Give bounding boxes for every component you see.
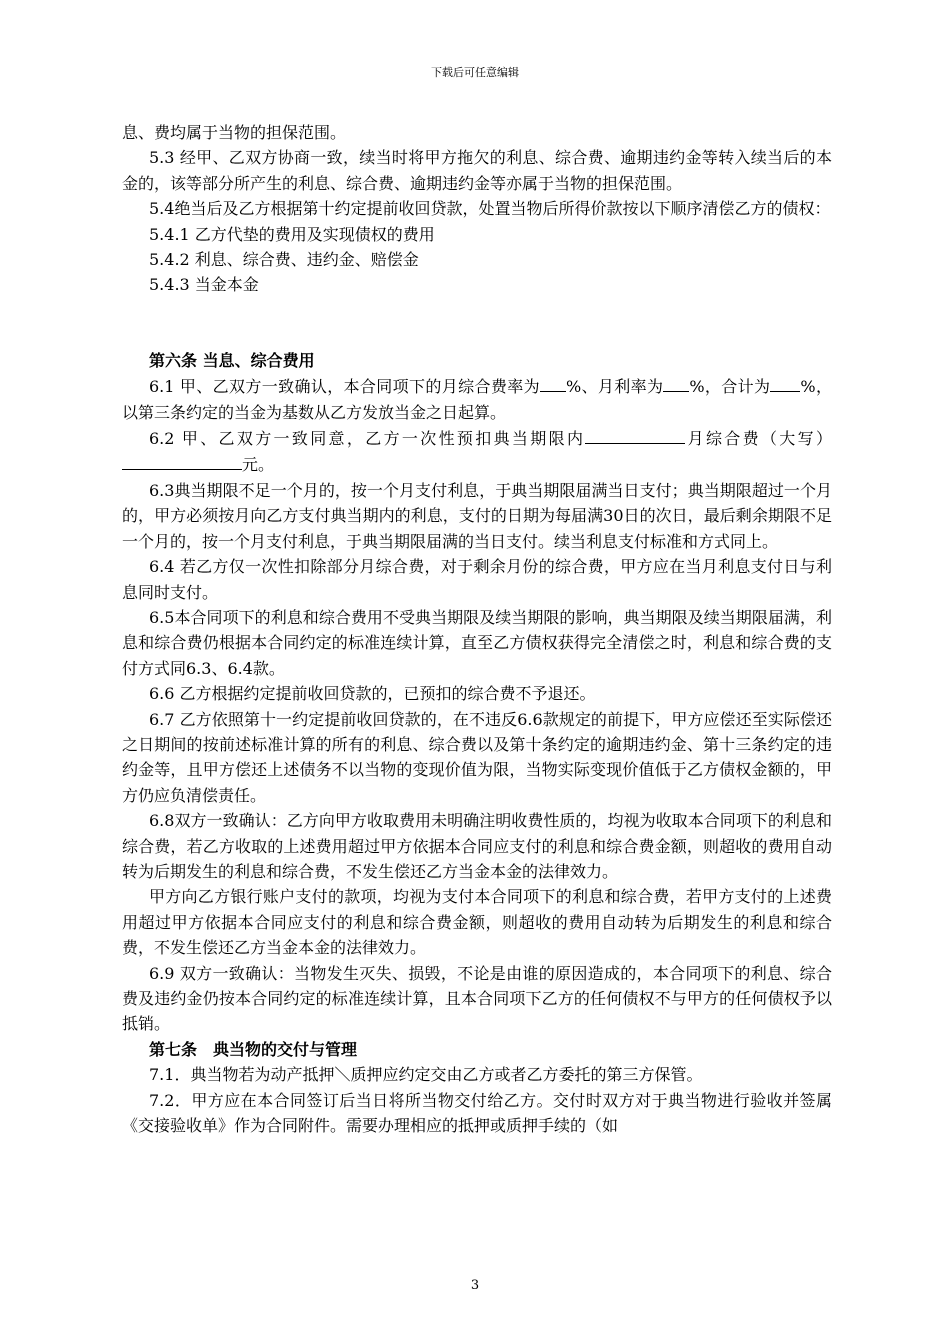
fill-blank[interactable] [770, 373, 800, 392]
paragraph [122, 425, 832, 478]
document-body [122, 120, 832, 1138]
fill-blank[interactable] [122, 451, 242, 470]
paragraph: 7.2．甲方应在本合同签订后当日将所当物交付给乙方。交付时双方对于典当物进行验收并签属《交接验收单》作为合同附件。需要办理相应的抵押或质押手续的（如 [122, 1090, 832, 1136]
paragraph: 5.4.3 当金本金 [149, 275, 259, 295]
text-run: %，合计为 [689, 377, 771, 397]
text-run: 6.1 甲、乙双方一致确认，本合同项下的月综合费率为 [149, 377, 540, 397]
paragraph: 6.8双方一致确认：乙方向甲方收取费用未明确注明收费性质的，均视为收取本合同项下的利息和综合费，若乙方收取的上述费用超过甲方依据本合同应支付的利息和综合费金额，则超收的费用自动转为后期发生的利息和综合费，不发生偿还乙方当金本金的法律效力。 [122, 811, 832, 881]
paragraph: 甲方向乙方银行账户支付的款项，均视为支付本合同项下的利息和综合费，若甲方支付的上述费用超过甲方依据本合同应支付的利息和综合费金额，则超收的费用自动转为后期发生的利息和综合费，不发生偿还乙方当金本金的法律效力。 [122, 887, 832, 958]
paragraph: 息、费均属于当物的担保范围。 [122, 123, 347, 142]
page-number: 3 [470, 1278, 480, 1293]
page-header: 下载后可任意编辑 [431, 66, 519, 79]
paragraph: 6.4 若乙方仅一次性扣除部分月综合费，对于剩余月份的综合费，甲方应在当月利息支付日与利息同时支付。 [122, 557, 832, 602]
paragraph: 6.6 乙方根据约定提前收回贷款的，已预扣的综合费不予退还。 [149, 684, 596, 704]
section-heading: 第七条 典当物的交付与管理 [149, 1039, 358, 1059]
text-run: 元。 [242, 455, 275, 475]
paragraph: 7.1．典当物若为动产抵押＼质押应约定交由乙方或者乙方委托的第三方保管。 [149, 1065, 703, 1085]
paragraph: 6.5本合同项下的利息和综合费用不受典当期限及续当期限的影响，典当期限及续当期限届满，利息和综合费仍根据本合同约定的标准连续计算，直至乙方债权获得完全清偿之时，利息和综合费的支付方式同6.3、6.4款。 [122, 607, 832, 678]
fill-blank[interactable] [663, 373, 689, 392]
spacer [122, 298, 832, 348]
section-heading: 第六条 当息、综合费用 [149, 350, 315, 370]
paragraph: 5.3 经甲、乙双方协商一致，续当时将甲方拖欠的利息、综合费、逾期违约金等转入续当后的本金的，该等部分所产生的利息、综合费、逾期违约金等亦属于当物的担保范围。 [122, 148, 832, 193]
text-run: 6.2 甲、乙双方一致同意，乙方一次性预扣典当期限内 [149, 429, 586, 449]
text-run: 月综合费（大写） [685, 429, 832, 449]
paragraph: 6.7 乙方依照第十一约定提前收回贷款的，在不违反6.6款规定的前提下，甲方应偿还至实际偿还之日期间的按前述标准计算的所有的利息、综合费以及第十条约定的逾期违约金、第十三条约定的违约金等，且甲方偿还上述债务不以当物的变现价值为限，当物实际变现价值低于乙方债权金额的，甲方仍应负清偿责任。 [122, 709, 832, 805]
paragraph: 5.4.1 乙方代垫的费用及实现债权的费用 [149, 224, 435, 244]
fill-blank[interactable] [585, 425, 685, 444]
text-run: %、月利率为 [565, 377, 664, 397]
paragraph: 5.4绝当后及乙方根据第十约定提前收回贷款，处置当物后所得价款按以下顺序清偿乙方的债权： [149, 199, 831, 219]
fill-blank[interactable] [540, 373, 566, 392]
paragraph [122, 373, 832, 425]
paragraph: 6.9 双方一致确认：当物发生灭失、损毁，不论是由谁的原因造成的，本合同项下的利息、综合费及违约金仍按本合同约定的标准连续计算，且本合同项下乙方的任何债权不与甲方的任何债权予以抵销。 [122, 963, 832, 1034]
paragraph: 6.3典当期限不足一个月的，按一个月支付利息，于典当期限届满当日支付；典当期限超过一个月的，甲方必须按月向乙方支付典当期内的利息，支付的日期为每届满30日的次日，最后剩余期限不足一个月的，按一个月支付利息，于典当期限届满的当日支付。续当利息支付标准和方式同上。 [122, 480, 832, 551]
text-run: %，以第三条约定的当金为基数从乙方发放当金之日起算。 [122, 377, 832, 422]
paragraph: 5.4.2 利息、综合费、违约金、赔偿金 [149, 250, 419, 270]
